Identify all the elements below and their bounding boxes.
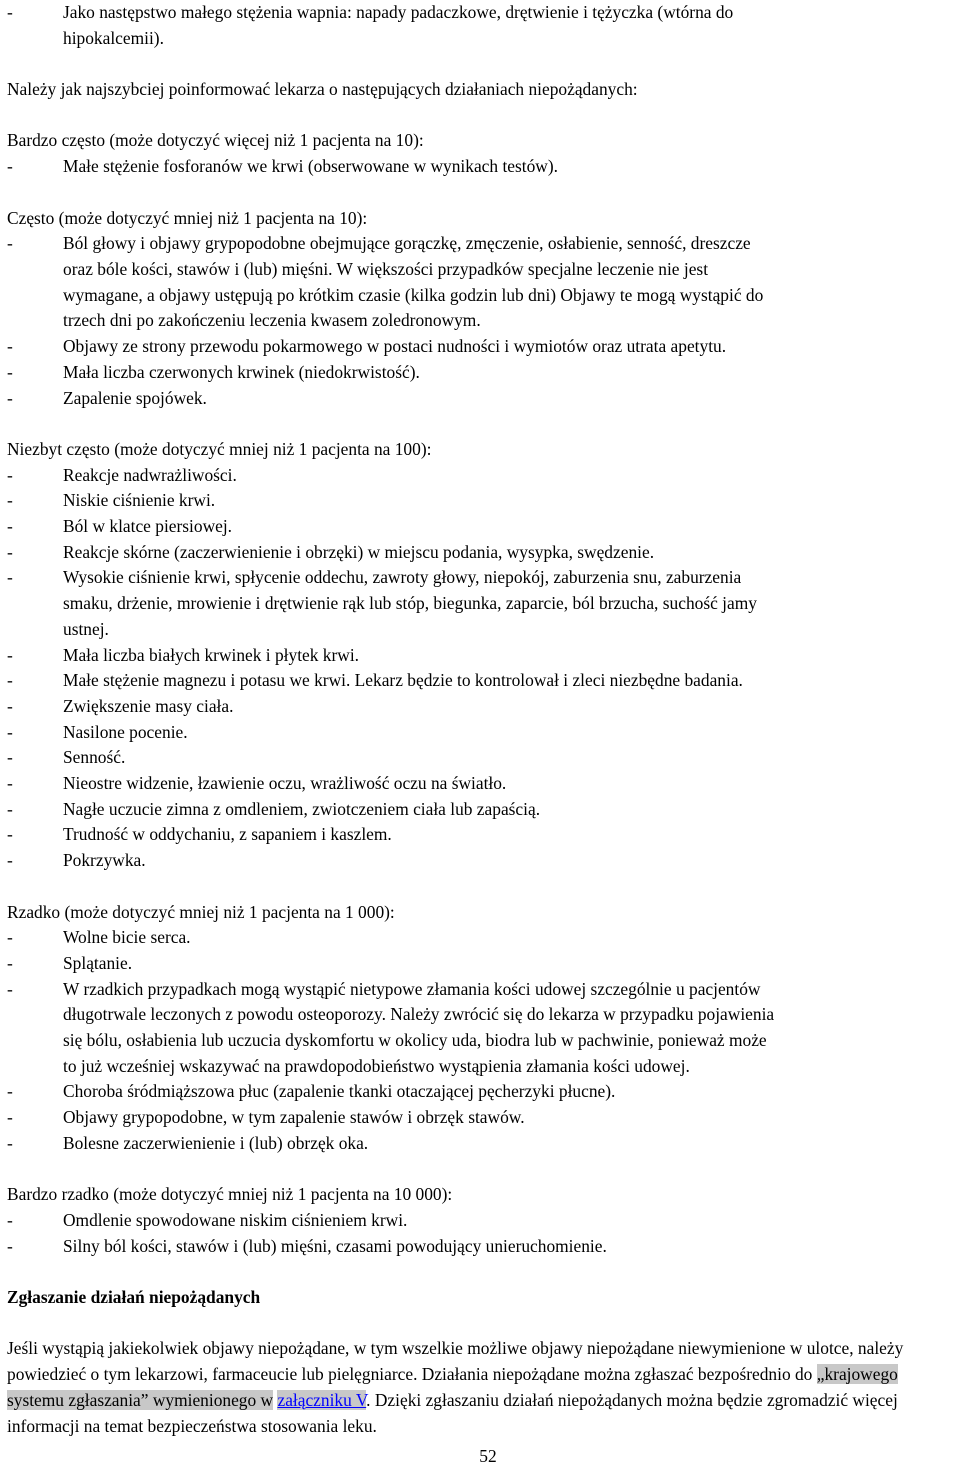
list-item [7,1131,957,1157]
very-rare-heading: Bardzo rzadko (może dotyczyć mniej niż 1 pacjenta na 10 000): [7,1184,453,1205]
document-page [7,0,957,1439]
list-item-line: - Bolesne zaczerwienienie i (lub) obrzęk oka. [7,1131,957,1157]
list-item-line: się bólu, osłabienia lub uczucia dyskomfortu w okolicy uda, biodra lub w pachwinie, ponieważ może [63,1030,767,1051]
list-item-line: - Małe stężenie magnezu i potasu we krwi. Lekarz będzie to kontrolował i zleci niezbędne badania. [7,668,957,694]
carryover-list [7,0,957,51]
list-item [7,694,957,720]
list-item-line: - Mała liczba białych krwinek i płytek krwi. [7,643,957,669]
list-item-line: wymagane, a objawy ustępują po krótkim czasie (kilka godzin lub dni) Objawy te mogą wystąpić do [63,284,764,305]
list-item-line: - Jako następstwo małego stężenia wapnia: napady padaczkowe, drętwienie i tężyczka (wtórna do [7,0,957,26]
list-item-line: oraz bóle kości, stawów i (lub) mięśni. W większości przypadków specjalne leczenie nie jest [63,258,709,279]
reporting-text-start: Jeśli wystąpią jakiekolwiek objawy niepożądane, w tym wszelkie możliwe objawy niepożądane niewymienione w ulotce, należy powiedzieć o tym lekarzowi, farmaceucie lub pielęgniarce. Działania niepożądane można zgłaszać bezpośrednio do [7,1338,904,1385]
list-item [7,668,957,694]
list-item [7,720,957,746]
list-item [7,565,957,642]
list-item-line: długotrwale leczonych z powodu osteoporozy. Należy zwrócić się do lekarza w przypadku pojawienia [63,1004,775,1025]
reporting-heading: Zgłaszanie działań niepożądanych [7,1287,261,1308]
list-item [7,360,957,386]
list-item [7,0,957,51]
list-item-line: - Silny ból kości, stawów i (lub) mięśni, czasami powodujący unieruchomienie. [7,1234,957,1260]
annex-v-link[interactable]: załączniku V [277,1389,367,1410]
list-item [7,231,957,334]
list-item-line: - Wysokie ciśnienie krwi, spłycenie oddechu, zawroty głowy, niepokój, zaburzenia snu, zaburzenia [7,565,957,591]
list-item-line: - Omdlenie spowodowane niskim ciśnieniem krwi. [7,1208,957,1234]
list-item [7,540,957,566]
list-item-line: - Choroba śródmiąższowa płuc (zapalenie tkanki otaczającej pęcherzyki płucne). [7,1079,957,1105]
rare-list [7,925,957,1156]
list-item [7,1079,957,1105]
list-item-line: - Ból w klatce piersiowej. [7,514,957,540]
list-item-line: smaku, drżenie, mrowienie i drętwienie rąk lub stóp, biegunka, zaparcie, ból brzucha, suchość jamy [63,593,757,614]
common-list [7,231,957,411]
list-item-line: - Ból głowy i objawy grypopodobne obejmujące gorączkę, zmęczenie, osłabienie, senność, dreszcze [7,231,957,257]
list-item-line: - Pokrzywka. [7,848,957,874]
list-item [7,797,957,823]
list-item-line: - Splątanie. [7,951,957,977]
reporting-system-highlight: „krajowego systemu zgłaszania” wymienionego w [7,1364,898,1410]
list-item-line: ustnej. [63,618,109,639]
list-item-line: - Niskie ciśnienie krwi. [7,488,957,514]
reporting-text-end: . Dzięki zgłaszaniu działań niepożądanych można będzie zgromadzić więcej informacji na temat bezpieczeństwa stosowania leku. [7,1389,898,1436]
common-heading: Często (może dotyczyć mniej niż 1 pacjenta na 10): [7,207,368,228]
list-item [7,745,957,771]
list-item [7,848,957,874]
list-item [7,463,957,489]
list-item [7,488,957,514]
uncommon-heading: Niezbyt często (może dotyczyć mniej niż 1 pacjenta na 100): [7,438,432,459]
list-item-line: - Wolne bicie serca. [7,925,957,951]
list-item [7,771,957,797]
list-item-line: - Nagłe uczucie zimna z omdleniem, zwiotczeniem ciała lub zapaścią. [7,797,957,823]
list-item-line: - Mała liczba czerwonych krwinek (niedokrwistość). [7,360,957,386]
rare-heading: Rzadko (może dotyczyć mniej niż 1 pacjenta na 1 000): [7,901,395,922]
list-item-line: - Objawy ze strony przewodu pokarmowego w postaci nudności i wymiotów oraz utrata apetytu. [7,334,957,360]
list-item [7,977,957,1080]
list-item [7,925,957,951]
list-item [7,951,957,977]
list-item [7,643,957,669]
list-item-line: - Trudność w oddychaniu, z sapaniem i kaszlem. [7,822,957,848]
uncommon-list [7,463,957,874]
list-item-line: - W rzadkich przypadkach mogą wystąpić nietypowe złamania kości udowej szczególnie u pacjentów [7,977,957,1003]
list-item-line: - Reakcje nadwrażliwości. [7,463,957,489]
reporting-paragraph [7,1336,957,1439]
intro-text: Należy jak najszybciej poinformować lekarza o następujących działaniach niepożądanych: [7,79,638,100]
list-item-line: - Nasilone pocenie. [7,720,957,746]
list-item [7,386,957,412]
list-item-line: - Nieostre widzenie, łzawienie oczu, wrażliwość oczu na światło. [7,771,957,797]
list-item-line: - Zwiększenie masy ciała. [7,694,957,720]
very-common-list [7,154,957,180]
page-number: 52 [479,1446,497,1466]
list-item-line: - Senność. [7,745,957,771]
very-common-heading: Bardzo często (może dotyczyć więcej niż 1 pacjenta na 10): [7,130,424,151]
list-item-line: trzech dni po zakończeniu leczenia kwasem zoledronowym. [63,310,481,331]
very-rare-list [7,1208,957,1259]
list-item-line: - Małe stężenie fosforanów we krwi (obserwowane w wynikach testów). [7,154,957,180]
list-item-line: to już wcześniej wskazywać na prawdopodobieństwo wystąpienia złamania kości udowej. [63,1055,690,1076]
list-item [7,822,957,848]
list-item-line: - Objawy grypopodobne, w tym zapalenie stawów i obrzęk stawów. [7,1105,957,1131]
list-item-line: - Zapalenie spojówek. [7,386,957,412]
list-item-line: - Reakcje skórne (zaczerwienienie i obrzęki) w miejscu podania, wysypka, swędzenie. [7,540,957,566]
list-item [7,1234,957,1260]
list-item-line: hipokalcemii). [63,27,164,48]
list-item [7,334,957,360]
list-item [7,514,957,540]
list-item [7,1208,957,1234]
list-item [7,1105,957,1131]
list-item [7,154,957,180]
